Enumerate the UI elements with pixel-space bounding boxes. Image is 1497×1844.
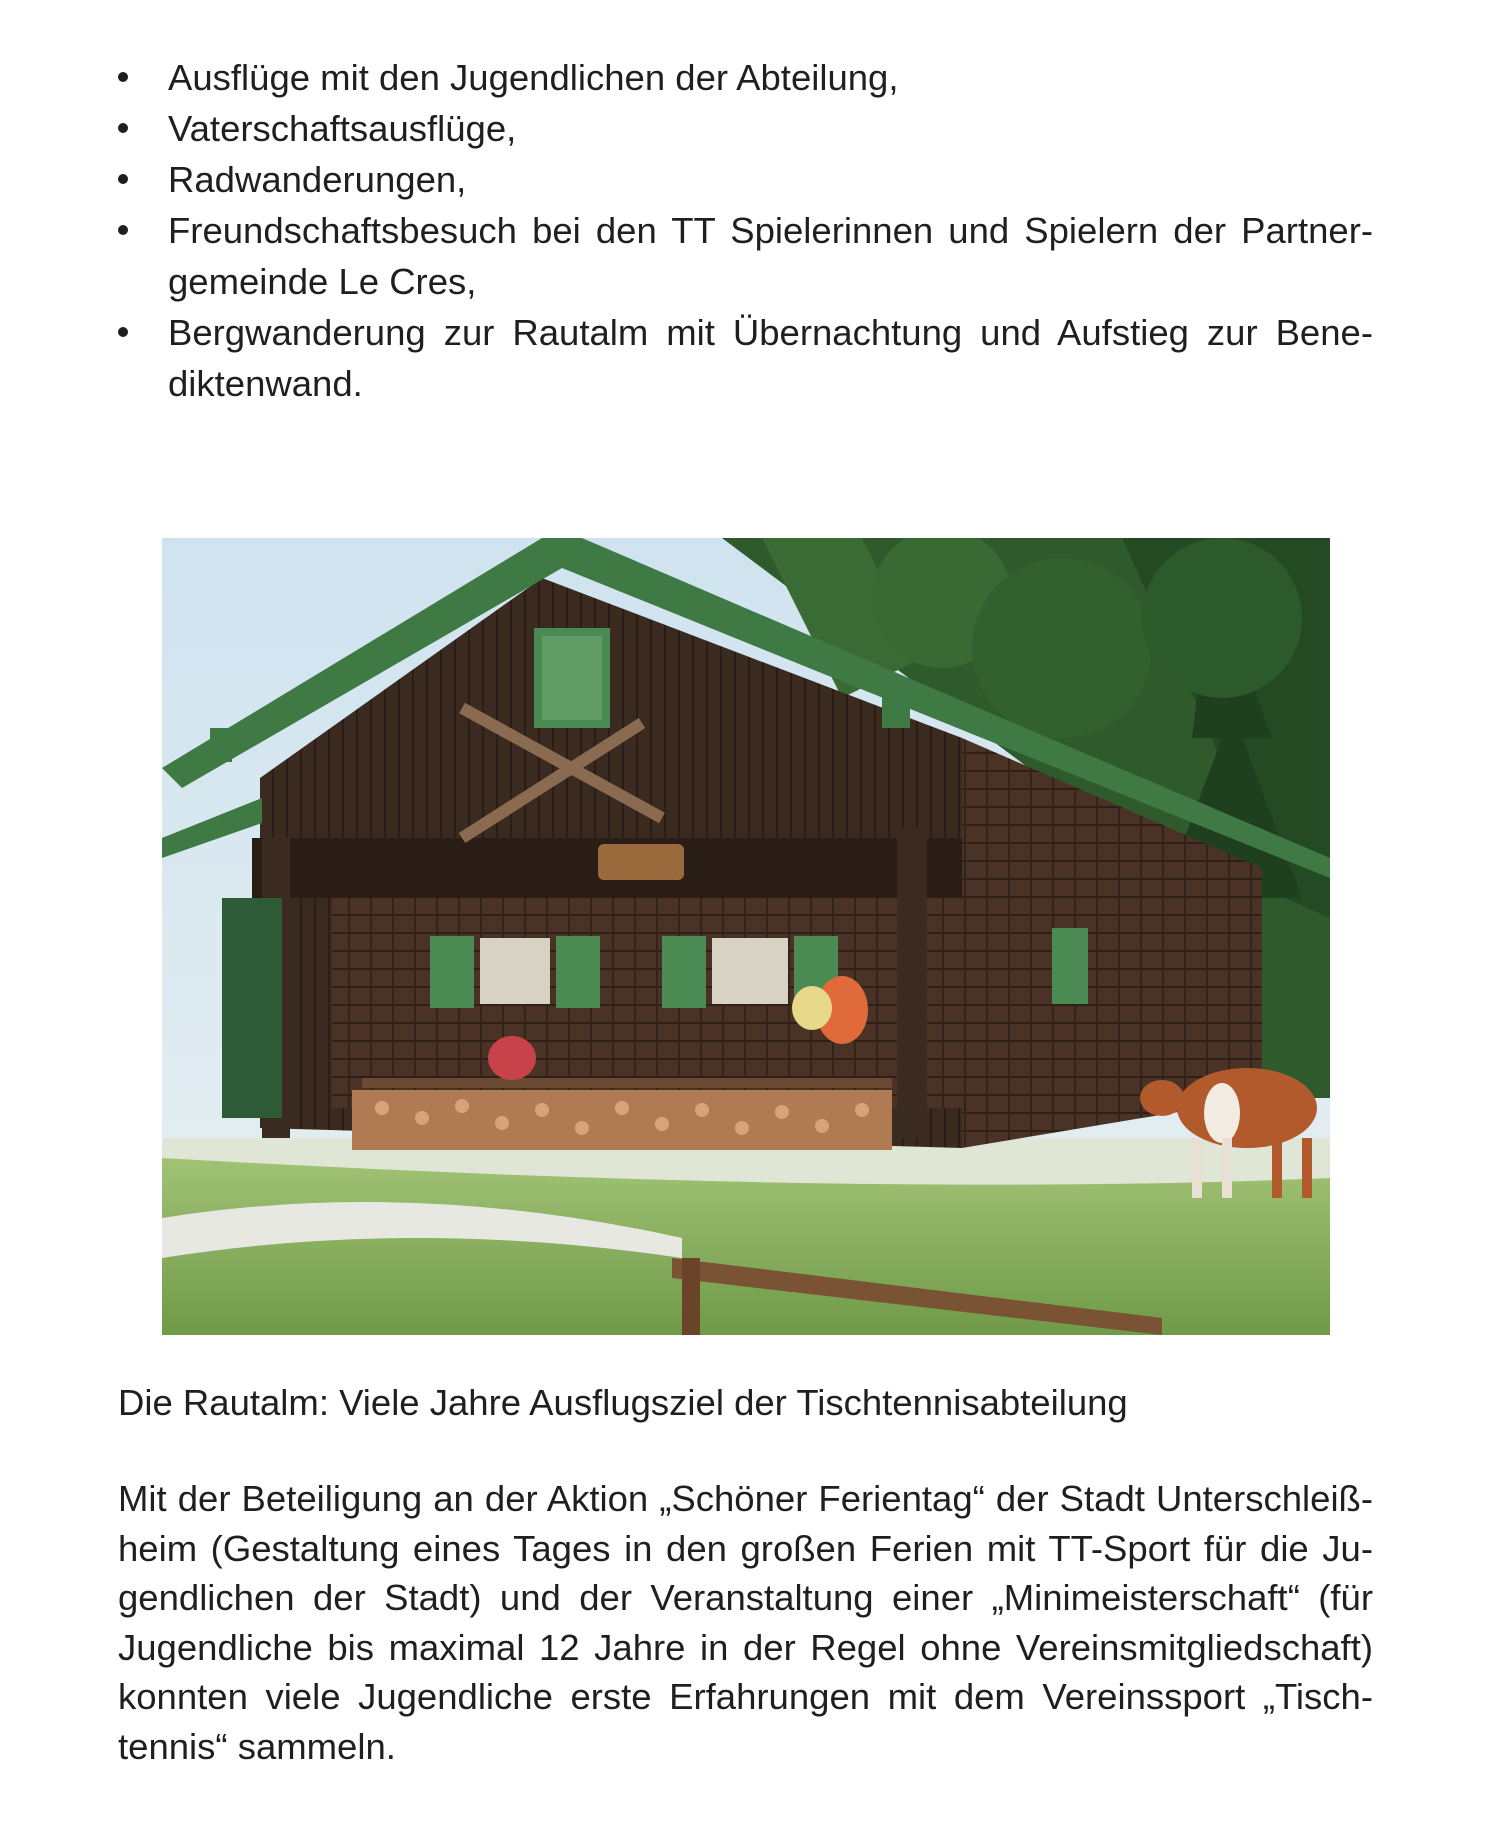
list-item-text: Bergwanderung zur Rautalm mit Übernachtung und Aufstieg zur Bene-diktenwand. (168, 312, 1373, 404)
list-item (118, 154, 1373, 205)
list-item-text: Ausflüge mit den Jugendlichen der Abteilung, (168, 57, 899, 98)
bullet-icon (118, 327, 128, 337)
photo-caption: Die Rautalm: Viele Jahre Ausflugsziel der Tischtennisabteilung (118, 1382, 1128, 1423)
bullet-icon (118, 72, 128, 82)
alpine-hut-illustration (162, 538, 1330, 1335)
bullet-icon (118, 225, 128, 235)
activity-list (118, 52, 1373, 409)
list-item (118, 205, 1373, 307)
body-paragraph: Mit der Beteiligung an der Aktion „Schöner Ferientag“ der Stadt Unterschleiß-heim (Gestaltung eines Tages in den großen Ferien mit TT-Sport für die Ju-gendlichen der Stadt) und der Veranstaltung einer „Minimeisterschaft“ (für Jugendliche bis maximal 12 Jahre in der Regel ohne Vereinsmitgliedschaft) konnten viele Jugendliche erste Erfahrungen mit dem Vereinssport „Tisch-tennis“ sammeln. (118, 1478, 1373, 1767)
rautalm-photo (162, 538, 1330, 1335)
list-item (118, 103, 1373, 154)
list-item-text: Freundschaftsbesuch bei den TT Spielerinnen und Spielern der Partner-gemeinde Le Cres, (168, 210, 1373, 302)
list-item-text: Vaterschaftsausflüge, (168, 108, 517, 149)
list-item-text: Radwanderungen, (168, 159, 467, 200)
list-item (118, 307, 1373, 409)
list-item (118, 52, 1373, 103)
bullet-icon (118, 174, 128, 184)
bullet-icon (118, 123, 128, 133)
